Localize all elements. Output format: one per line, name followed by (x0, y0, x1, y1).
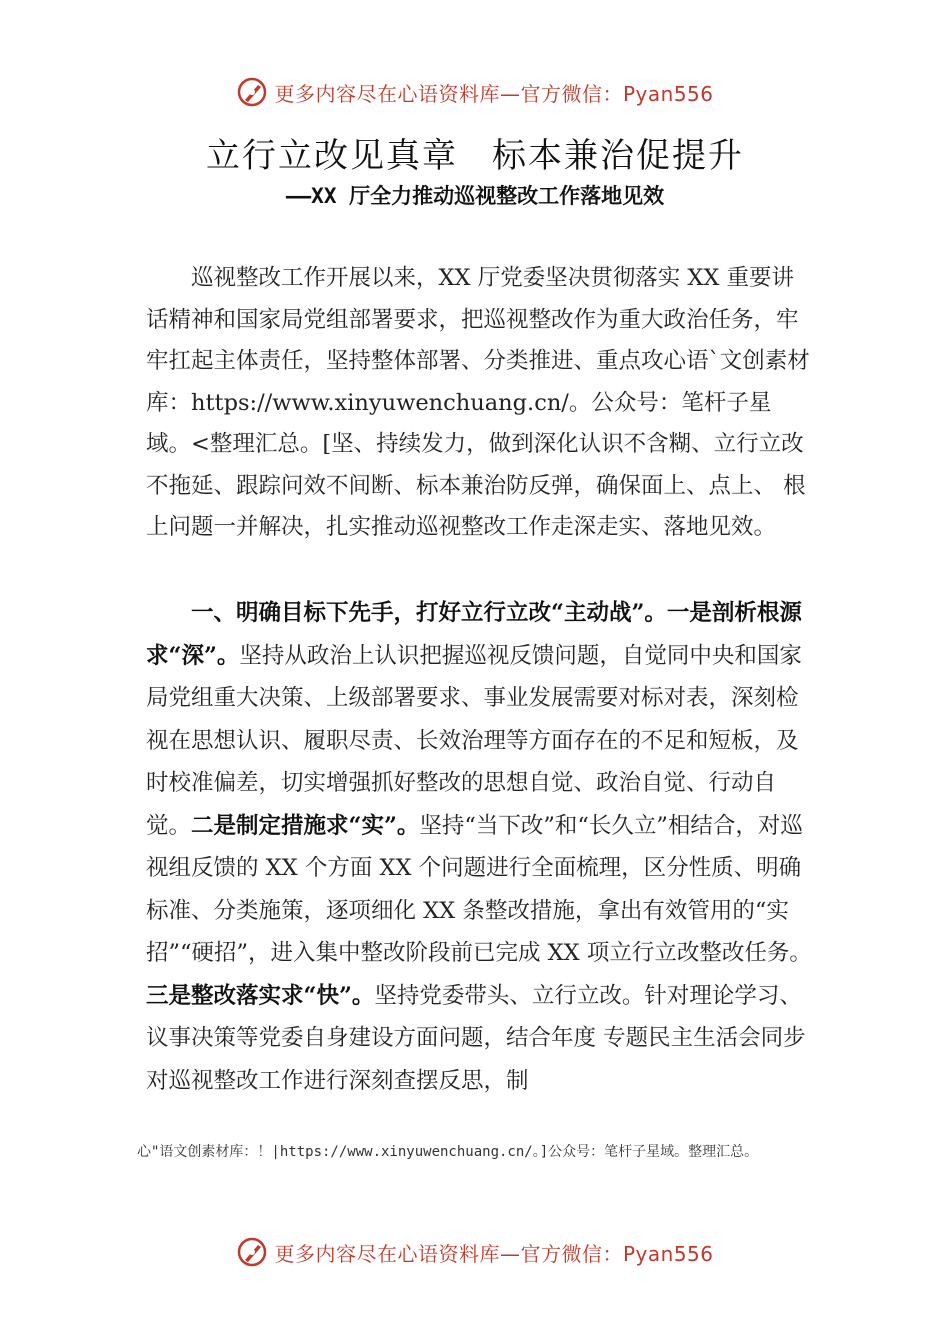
footer-watermark-banner (0, 1232, 950, 1272)
section-one-paragraph (146, 592, 816, 1102)
intro-paragraph: 巡视整改工作开展以来，XX 厅党委坚决贯彻落实 XX 重要讲话精神和国家局党组部署要求，把巡视整改作为重大政治任务，牢牢扛起主体责任，坚持整体部署、分类推进、重点攻心语`文创素材库：https://www.xinyuwenchuang.cn/。公众号：笔杆子星域。<整理汇总。[坚、持续发力，做到深化认识不含糊、立行立改不拖延、跟踪问效不间断、标本兼治防反弹，确保面上、点上、 根上问题一并解决，扎实推动巡视整改工作走深走实、落地见效。 (146, 265, 810, 540)
point-two-text: 坚持“当下改”和“长久立”相结合，对巡视组反馈的 XX 个方面 XX 个问题进行全面梳理，区分性质、明确标准、分类施策，逐项细化 XX 条整改措施，拿出有效管用的“实招”“硬招”，进入集中整改阶段前已完成 XX 项立行立改整改任务。 (146, 812, 812, 966)
point-one-title: 一是剖析根源求“深”。 (146, 600, 802, 669)
point-one-text: 坚持从政治上认识把握巡视反馈问题，自觉同中央和国家局党组重大决策、上级部署要求、事业发展需要对标对表，深刻检视在思想认识、履职尽责、长效治理等方面存在的不足和短板，及时校准偏差，切实增强抓好整改的思想自觉、政治自觉、行动自觉。 (146, 642, 802, 839)
banner-text: 更多内容尽在心语资料库—官方微信：Pyan556 (274, 1241, 714, 1266)
point-three-text: 坚持党委带头、立行立改。针对理论学习、议事决策等党委自身建设方面问题，结合年度 专题民主生活会同步对巡视整改工作进行深刻查摆反思，制 (146, 982, 806, 1094)
section-heading: 一、明确目标下先手，打好立行立改“主动战”。 (191, 600, 667, 626)
banner-text: 更多内容尽在心语资料库—官方微信：Pyan556 (274, 81, 714, 106)
pen-circle-logo-icon (236, 1236, 268, 1268)
header-watermark-banner (0, 72, 950, 112)
point-three-title: 三是整改落实求“快”。 (146, 982, 375, 1009)
pen-circle-logo-icon (236, 76, 268, 108)
document-title: 立行立改见真章 标本兼治促提升 (206, 136, 744, 176)
point-two-title: 二是制定措施求“实”。 (191, 812, 420, 839)
source-footnote: 心"语文创素材库：！|https://www.xinyuwenchuang.cn/。]公众号：笔杆子星域。整理汇总。 (137, 1144, 759, 1160)
document-subtitle: ——XX 厅全力推动巡视整改工作落地见效 (285, 184, 665, 208)
